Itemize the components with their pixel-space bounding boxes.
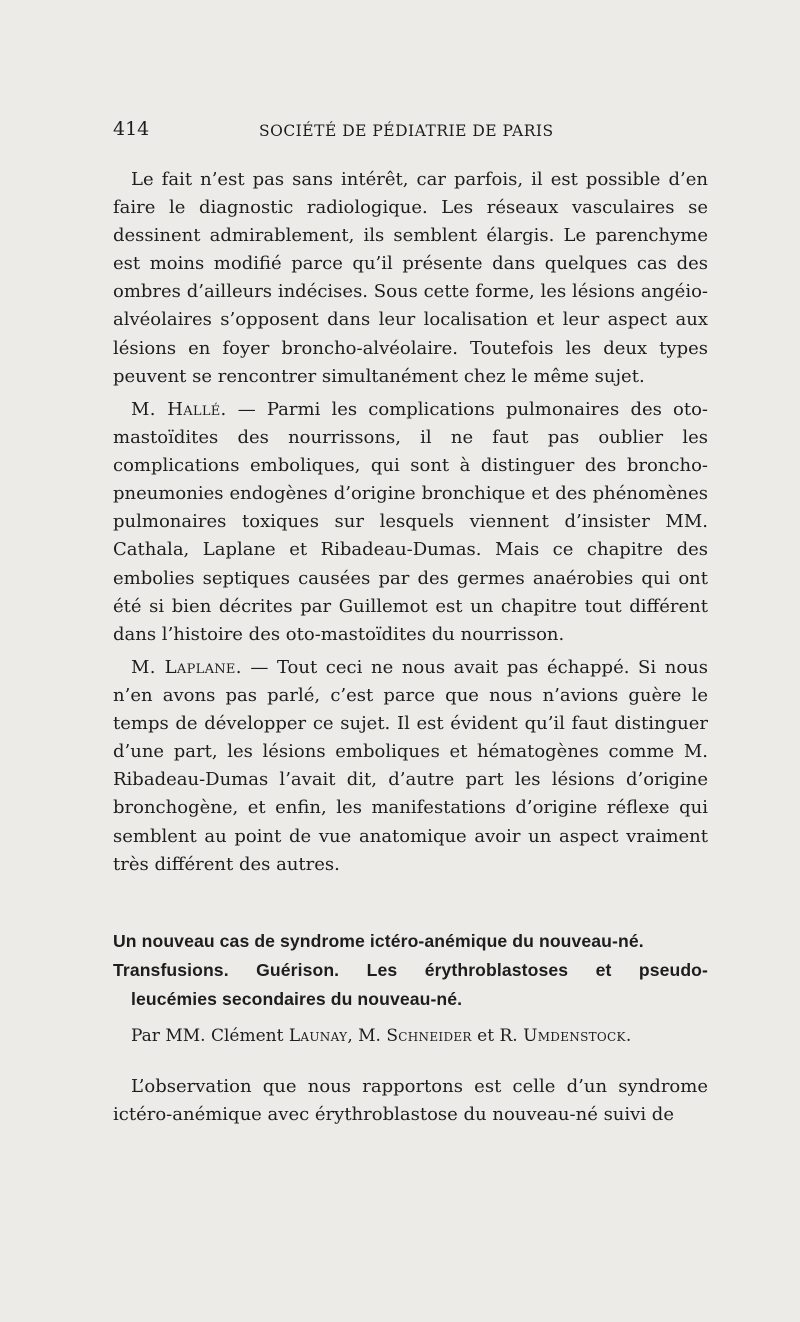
byline-end: . xyxy=(625,1026,632,1046)
paragraph-1 xyxy=(113,166,708,391)
paragraph-4 xyxy=(113,1073,708,1129)
speaker-halle: M. Hallé. xyxy=(131,399,227,420)
byline-prefix: Par MM. Clément xyxy=(131,1026,289,1046)
article-byline xyxy=(113,1024,708,1048)
running-title: SOCIÉTÉ DE PÉDIATRIE DE PARIS xyxy=(259,122,554,140)
byline-sep-1: , M. xyxy=(347,1026,387,1046)
paragraph-4-text: L’observation que nous rapportons est celle d’un syndrome ictéro-anémique avec érythroblastose du nouveau-né suivi de xyxy=(113,1076,708,1126)
paragraph-2-text: — Parmi les complications pulmonaires des oto-mastoïdites des nourrissons, il ne faut pas oublier les complications emboliques, qui sont à distinguer des broncho-pneumonies endogènes d’origine bronchique et des phénomènes pulmonaires toxiques sur lesquels viennent d’insister MM. Cathala, Laplane et Ribadeau-Dumas. Mais ce chapitre des embolies septiques causées par des germes anaérobies qui ont été si bien décrites par Guillemot est un chapitre tout différent dans l’histoire des oto-mastoïdites du nourrisson. xyxy=(113,399,708,645)
speaker-laplane: M. Laplane. xyxy=(131,657,242,678)
page-header xyxy=(113,118,708,146)
article-title-line-2: Transfusions. Guérison. Les érythroblastoses et pseudo- xyxy=(113,959,708,980)
article-title-line-1: Un nouveau cas de syndrome ictéro-anémique du nouveau-né. xyxy=(113,931,644,951)
paragraph-2 xyxy=(113,396,708,649)
paragraph-1-text: Le fait n’est pas sans intérêt, car parfois, il est possible d’en faire le diagnostic radiologique. Les réseaux vasculaires se dessinent admirablement, ils semblent élargis. Le parenchyme est moins modifié parce qu’il présente dans quelques cas des ombres d’ailleurs indécises. Sous cette forme, les lésions angéio-alvéolaires s’opposent dans leur localisation et leur aspect aux lésions en foyer broncho-alvéolaire. Toutefois les deux types peuvent se rencontrer simultanément chez le même sujet. xyxy=(113,169,708,387)
byline-sep-2: et R. xyxy=(471,1026,524,1046)
author-schneider: Schneider xyxy=(386,1026,472,1046)
page-number: 414 xyxy=(113,118,150,140)
paragraph-3 xyxy=(113,654,708,879)
author-launay: Launay xyxy=(288,1026,348,1046)
article-title-line-3: leucémies secondaires du nouveau-né. xyxy=(131,988,463,1009)
article-title xyxy=(113,927,708,1013)
author-umdenstock: Umdenstock xyxy=(523,1026,626,1046)
paragraph-3-text: — Tout ceci ne nous avait pas échappé. Si nous n’en avons pas parlé, c’est parce que nous n’avions guère le temps de développer ce sujet. Il est évident qu’il faut distinguer d’une part, les lésions emboliques et hématogènes comme M. Ribadeau-Dumas l’avait dit, d’autre part les lésions d’origine bronchogène, et enfin, les manifestations d’origine réflexe qui semblent au point de vue anatomique avoir un aspect vraiment très différent des autres. xyxy=(113,657,708,875)
